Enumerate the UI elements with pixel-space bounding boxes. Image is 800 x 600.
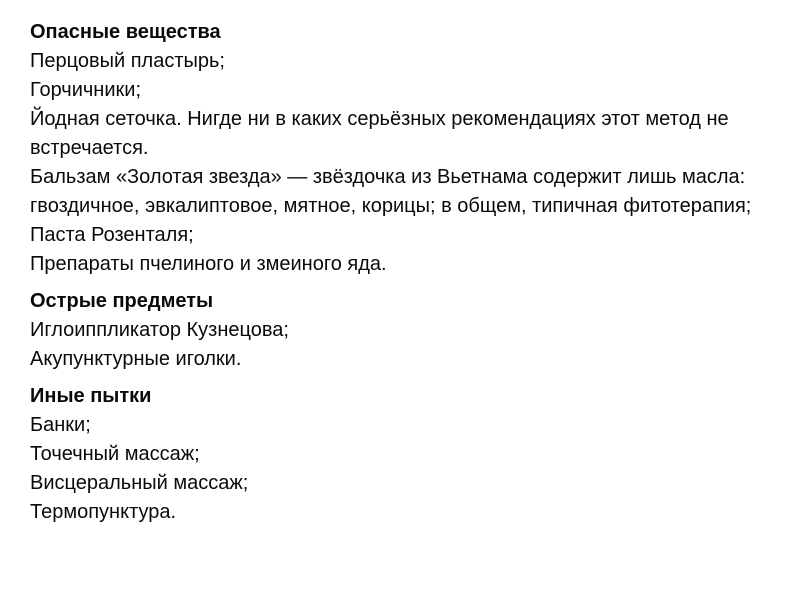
list-item: Акупунктурные иголки. [30,348,242,370]
section-other-tortures [30,382,760,527]
list-item: Термопунктура. [30,501,177,523]
list-item: Висцеральный массаж; [30,472,249,494]
section-title: Опасные вещества [30,21,221,43]
list-item: Банки; [30,414,91,436]
section-sharp-objects [30,287,760,374]
list-item: Иглоиппликатор Кузнецова; [30,319,289,341]
section-title: Иные пытки [30,385,152,407]
section-title: Острые предметы [30,290,214,312]
list-item: Перцовый пластырь; [30,50,225,72]
list-item: Препараты пчелиного и змеиного яда. [30,253,387,275]
list-item: Бальзам «Золотая звезда» — звёздочка из Вьетнама содержит лишь масла: гвоздичное, эвкалиптовое, мятное, корицы; в общем, типичная фитотерапия; [30,166,752,217]
list-item: Йодная сеточка. Нигде ни в каких серьёзных рекомендациях этот метод не встречается. [30,108,729,159]
item-list [30,411,760,527]
item-list [30,47,760,279]
item-list [30,316,760,374]
list-item: Горчичники; [30,79,142,101]
list-item: Точечный массаж; [30,443,200,465]
list-item: Паста Розенталя; [30,224,194,246]
section-dangerous-substances [30,18,760,279]
